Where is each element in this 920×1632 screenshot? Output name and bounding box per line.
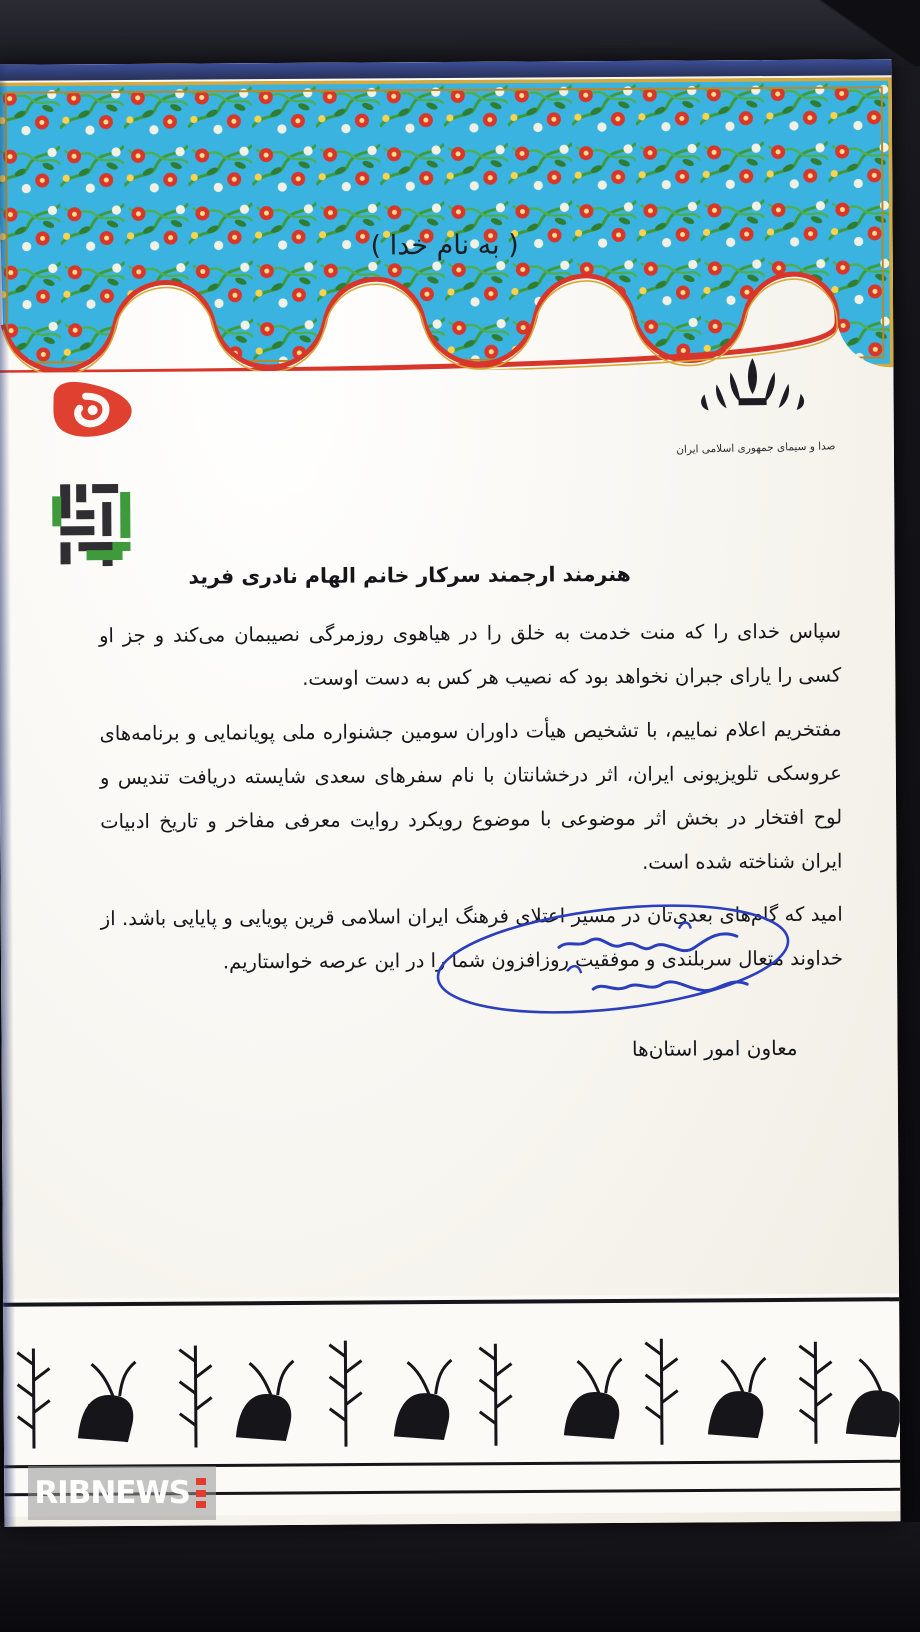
paragraph-3: امید که گام‌های بعدی‌تان در مسیر اعتلای فرهنگ ایران اسلامی قرین پویایی و پایایی باشد. از خداوند متعال سربلندی و موفقیت روزافزون شما را در این عرصه خواستاریم. [100,902,844,974]
signature-block [417,898,838,1131]
bismillah-text: ( به نام خدا ) [370,229,519,262]
news-watermark [28,1466,216,1520]
emblem-caption: صدا و سیمای جمهوری اسلامی ایران [676,440,836,456]
certificate-sheet [0,59,900,1526]
photo-corner-fold [802,0,920,66]
festival-logo [46,476,147,581]
watermark-bars-icon [196,1478,206,1508]
paragraph-2: مفتخریم اعلام نماییم، با تشخیص هیأت داوران سومین جشنواره ملی پویانمایی و برنامه‌های عروسکی تلویزیونی ایران، اثر درخشانتان با نام سفرهای سعدی شایسته دریافت تندیس و لوح افتخار در بخش اثر موضوعی با موضوع رویکرد روایت معرفی مفاخر و تاریخ ادبیات ایران شناخته شده است. [99,717,843,874]
iran-emblem [675,350,836,471]
paragraph-1: سپاس خدای را که منت خدمت به خلق را در هیاهوی روزمرگی نصیبمان می‌کند و جز او کسی را یارای جبران نخواهد بود که نصیب هر کس به دست اوست. [98,619,842,690]
handwritten-signature [417,898,818,1030]
salutation: هنرمند ارجمند سرکار خانم الهام نادری فرید [188,561,631,589]
printed-signature-title: معاون امور استان‌ها [631,1035,798,1061]
photo-bottom-shadow [0,1522,920,1632]
illumination-header-ornament [0,77,893,372]
irib-red-logo [45,376,137,449]
watermark-text: RIBNEWS [34,1475,190,1511]
